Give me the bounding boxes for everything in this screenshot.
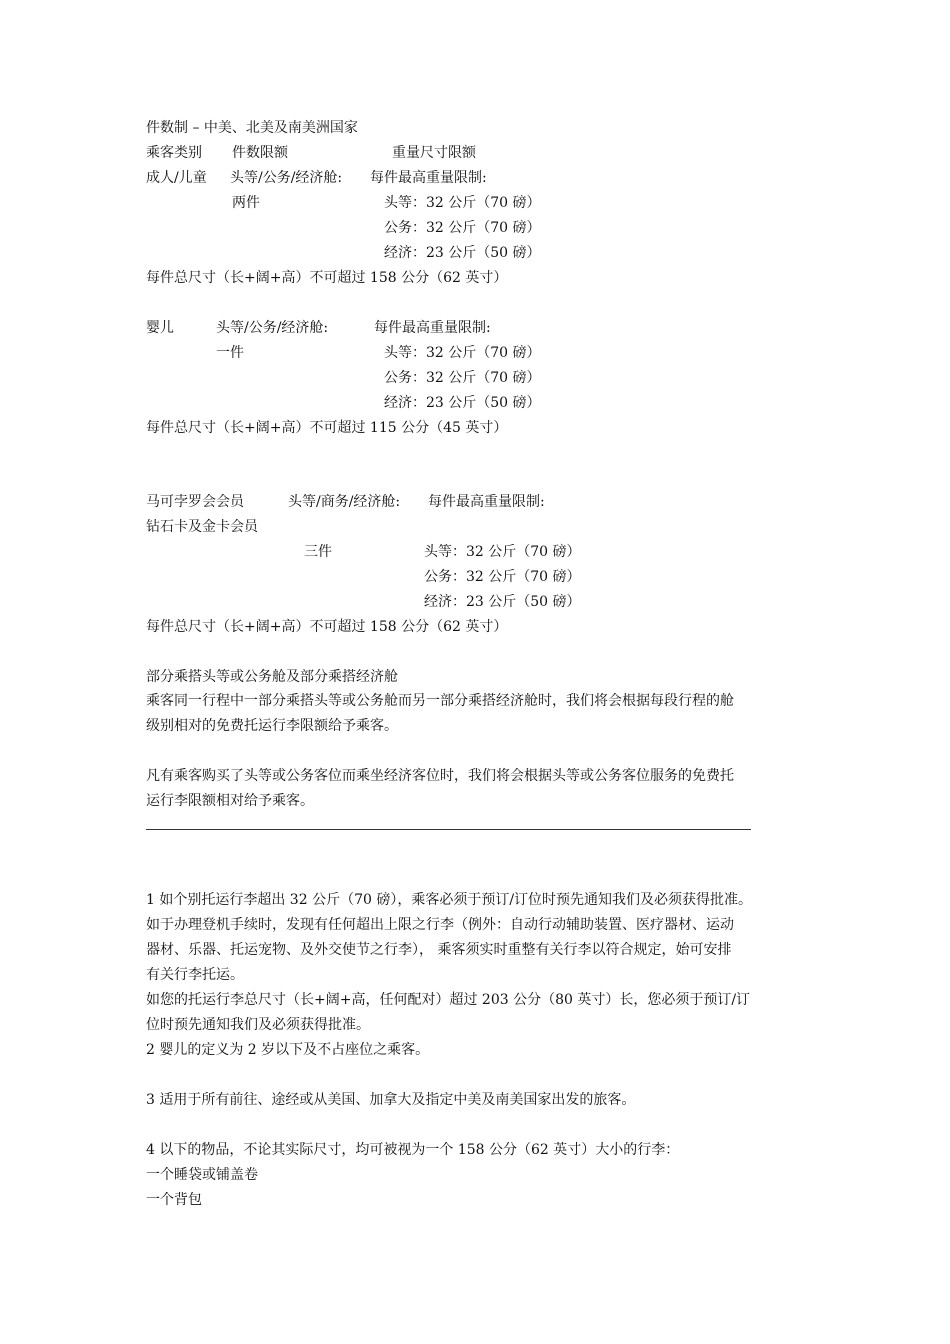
mixed-paragraph-2-line-2: 运行李限额相对给予乘客。 [146,793,314,809]
infant-category: 婴儿 [146,320,174,336]
member-cabins: 头等/商务/经济舱: [288,494,401,510]
mixed-paragraph-2-line-1: 凡有乘客购买了头等或公务客位而乘坐经济客位时，我们将会根据头等或公务客位服务的免费托 [146,768,734,784]
infant-economy-weight: 经济：23 公斤（50 磅） [384,395,541,411]
member-max-weight: 每件最高重量限制: [428,494,545,510]
adult-category: 成人/儿童 [146,170,207,186]
note-1-line-4: 有关行李托运。 [146,967,244,983]
note-1-line-1: 1 如个别托运行李超出 32 公斤（70 磅），乘客必须于预订/订位时预先通知我们及必须获得批准。 [146,892,753,908]
note-1-line-6: 位时预先通知我们及必须获得批准。 [146,1017,370,1033]
member-size-limit: 每件总尺寸（长+阔+高）不可超过 158 公分（62 英寸） [146,619,508,635]
header-passenger-category: 乘客类别 [146,145,202,161]
adult-pieces: 两件 [232,195,260,211]
separator-line [146,829,751,830]
note-4: 4 以下的物品，不论其实际尺寸，均可被视为一个 158 公分（62 英寸）大小的行李： [146,1142,680,1158]
mixed-cabin-heading: 部分乘搭头等或公务舱及部分乘搭经济舱 [146,669,398,685]
adult-economy-weight: 经济：23 公斤（50 磅） [384,245,541,261]
section-title: 件数制 – 中美、北美及南美洲国家 [146,120,358,136]
member-business-weight: 公务：32 公斤（70 磅） [424,569,581,585]
infant-max-weight: 每件最高重量限制: [374,320,491,336]
note-1-line-2: 如于办理登机手续时，发现有任何超出上限之行李（例外：自动行动辅助装置、医疗器材、运动 [146,917,734,933]
member-economy-weight: 经济：23 公斤（50 磅） [424,594,581,610]
note-3: 3 适用于所有前往、途经或从美国、加拿大及指定中美及南美国家出发的旅客。 [146,1092,636,1108]
member-first-weight: 头等：32 公斤（70 磅） [424,544,581,560]
infant-cabins: 头等/公务/经济舱: [216,320,329,336]
header-weight-size: 重量尺寸限额 [392,145,476,161]
note-1-line-5: 如您的托运行李总尺寸（长+阔+高，任何配对）超过 203 公分（80 英寸）长，您必须于预订/订 [146,992,751,1008]
note-2: 2 婴儿的定义为 2 岁以下及不占座位之乘客。 [146,1042,430,1058]
adult-cabins: 头等/公务/经济舱: [230,170,343,186]
adult-business-weight: 公务：32 公斤（70 磅） [384,220,541,236]
member-tier: 钻石卡及金卡会员 [146,519,258,535]
adult-first-weight: 头等：32 公斤（70 磅） [384,195,541,211]
mixed-paragraph-1-line-2: 级别相对的免费托运行李限额给予乘客。 [146,718,398,734]
note-4-item-backpack: 一个背包 [146,1192,202,1208]
mixed-paragraph-1-line-1: 乘客同一行程中一部分乘搭头等或公务舱而另一部分乘搭经济舱时，我们将会根据每段行程的舱 [146,693,734,709]
member-category: 马可孛罗会会员 [146,494,244,510]
adult-size-limit: 每件总尺寸（长+阔+高）不可超过 158 公分（62 英寸） [146,270,508,286]
infant-business-weight: 公务：32 公斤（70 磅） [384,370,541,386]
note-4-item-sleeping-bag: 一个睡袋或铺盖卷 [146,1167,258,1183]
infant-size-limit: 每件总尺寸（长+阔+高）不可超过 115 公分（45 英寸） [146,420,508,436]
header-piece-allowance: 件数限额 [232,145,288,161]
note-1-line-3: 器材、乐器、托运宠物、及外交使节之行李）， 乘客须实时重整有关行李以符合规定，始可安排 [146,942,732,958]
member-pieces: 三件 [304,544,332,560]
infant-first-weight: 头等：32 公斤（70 磅） [384,345,541,361]
infant-pieces: 一件 [216,345,244,361]
adult-max-weight: 每件最高重量限制: [370,170,487,186]
